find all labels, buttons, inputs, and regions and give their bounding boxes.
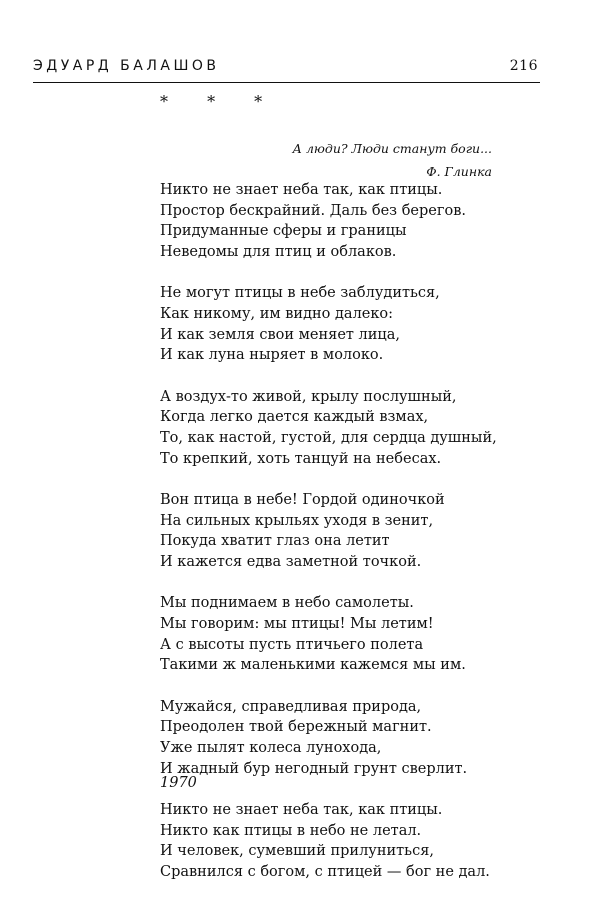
poem-line: Мы говорим: мы птицы! Мы летим! bbox=[160, 615, 434, 632]
poem-line: Никто не знает неба так, как птицы. bbox=[160, 182, 443, 198]
poem-line: Не могут птицы в небе заблудиться, bbox=[160, 285, 440, 302]
poem-line: Уже пылят колеса лунохода, bbox=[160, 739, 382, 756]
poem-line: Когда легко дается каждый взмах, bbox=[160, 409, 429, 426]
poem-line: Такими ж маленькими кажемся мы им. bbox=[160, 657, 466, 674]
stanza-2 bbox=[160, 283, 560, 366]
epigraph-attribution: Ф. Глинка bbox=[426, 164, 492, 179]
poem-line: На сильных крыльях уходя в зенит, bbox=[160, 512, 434, 529]
poem-body bbox=[160, 180, 560, 903]
poem-line: Как никому, им видно далеко: bbox=[160, 306, 394, 323]
header-rule bbox=[33, 82, 540, 83]
poem-line: И человек, сумевший прилуниться, bbox=[160, 843, 434, 860]
stanza-1 bbox=[160, 180, 560, 263]
poem-line: И кажется едва заметной точкой. bbox=[160, 554, 422, 571]
poem-line: Придуманные сферы и границы bbox=[160, 223, 407, 240]
poem-line: Мужайся, справедливая природа, bbox=[160, 698, 422, 715]
poem-line: Простор бескрайний. Даль без берегов. bbox=[160, 202, 466, 219]
stanza-7 bbox=[160, 800, 560, 883]
poem-line: То крепкий, хоть танцуй на небесах. bbox=[160, 450, 442, 467]
running-head bbox=[33, 58, 538, 80]
poem-year: 1970 bbox=[160, 775, 197, 791]
author-name: ЭДУАРД БАЛАШОВ bbox=[33, 58, 220, 74]
poem-line: Преодолен твой бережный магнит. bbox=[160, 719, 432, 736]
poem-line: Никто не знает неба так, как птицы. bbox=[160, 801, 443, 818]
poem-line: Сравнился с богом, с птицей — бог не дал. bbox=[160, 863, 490, 880]
poem-line: А с высоты пусть птичьего полета bbox=[160, 636, 424, 653]
epigraph bbox=[250, 137, 492, 183]
poem-line: А воздух-то живой, крылу послушный, bbox=[160, 388, 457, 405]
stanza-3 bbox=[160, 387, 560, 470]
poem-line: Покуда хватит глаз она летит bbox=[160, 533, 390, 550]
poem-line: И как луна ныряет в молоко. bbox=[160, 347, 384, 364]
poem-line: То, как настой, густой, для сердца душный, bbox=[160, 430, 497, 447]
epigraph-text: А люди? Люди станут боги... bbox=[292, 141, 492, 156]
poem-line: Никто как птицы в небо не летал. bbox=[160, 822, 422, 839]
poem-line: И как земля свои меняет лица, bbox=[160, 326, 400, 343]
stanza-6 bbox=[160, 697, 560, 780]
poem-line: Неведомы для птиц и облаков. bbox=[160, 244, 397, 261]
stanza-5 bbox=[160, 593, 560, 676]
poem-line: Вон птица в небе! Гордой одиночкой bbox=[160, 491, 445, 508]
stanza-4 bbox=[160, 490, 560, 573]
poem-line: Мы поднимаем в небо самолеты. bbox=[160, 595, 414, 612]
poem-asterisks: * * * bbox=[160, 92, 280, 111]
page-number: 216 bbox=[509, 58, 538, 74]
poem-line: И жадный бур негодный грунт сверлит. bbox=[160, 760, 468, 777]
